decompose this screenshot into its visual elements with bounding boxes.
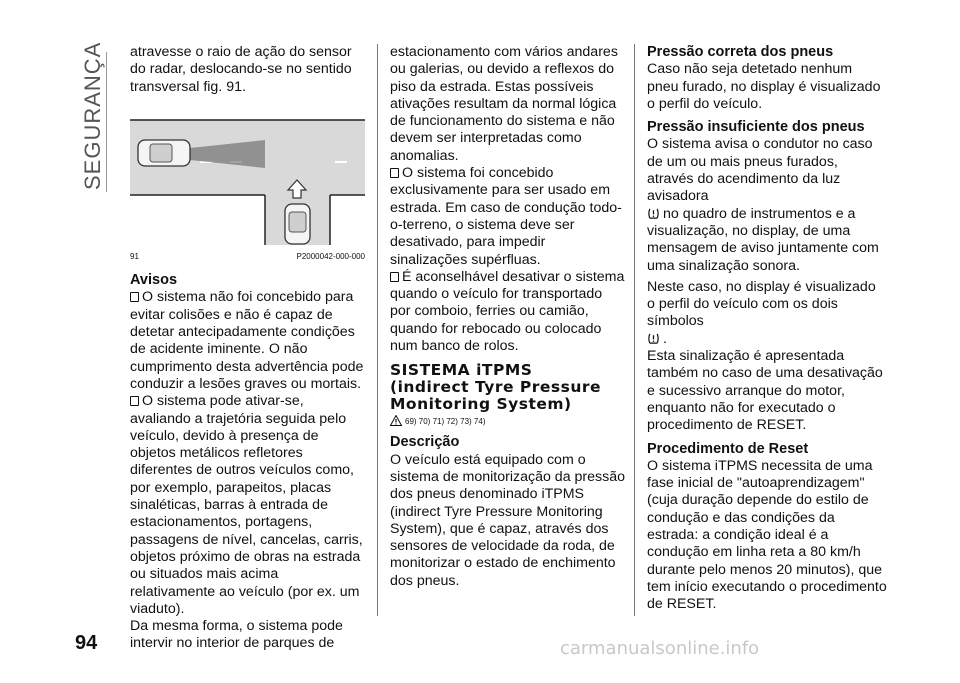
- pressao-insuficiente-paragraph: O sistema avisa o condutor no caso de um ou mais pneus furados, através do acendimento da luz avisadora no quadro de instrumentos e a visualização, no display, de uma mensagem de aviso juntamente com uma sinalização sonora.: [647, 136, 879, 274]
- descricao-heading: Descrição: [390, 434, 460, 451]
- reset-paragraph: O sistema iTPMS necessita de uma fase inicial de "autoaprendizagem" (cuja duração depende do estilo de condução e das condições da estrada: a condição ideal é a condução em linha reta a 80 km/h durante pelo menos 20 minutos), que tem início executando o procedimento de RESET.: [647, 457, 887, 613]
- figure-caption: [130, 252, 365, 262]
- radar-crossing-figure: [130, 100, 365, 245]
- paragraph-continued: estacionamento com vários andares ou galerias, ou devido a reflexos do piso da estrada. Estas possíveis ativações resultam da normal lógica de funcionamento do sistema e não devem ser interpretadas como anomalias.: [390, 44, 618, 164]
- page-number: 94: [75, 632, 98, 654]
- figure-number: 91: [130, 252, 139, 262]
- book-icon: [130, 396, 139, 406]
- column-divider: [634, 44, 635, 616]
- pressao-correta-paragraph: Caso não seja detetado nenhum pneu furado, no display é visualizado o perfil do veículo.: [647, 61, 881, 112]
- watermark: carmanualsonline.info: [560, 638, 760, 659]
- intro-paragraph: atravesse o raio de ação do sensor do radar, deslocando-se no sentido transversal fig. 91.: [130, 44, 352, 95]
- pressao-correta-heading: Pressão correta dos pneus: [647, 44, 834, 60]
- aviso-4: É aconselhável desativar o sistema quando o veículo for transportado por comboio, ferries ou camião, quando for rebocado ou colocado num banco de rolos.: [390, 268, 625, 355]
- book-icon: [130, 292, 139, 302]
- avisos-heading: Avisos: [130, 272, 178, 289]
- reset-heading: Procedimento de Reset: [647, 440, 809, 457]
- section-title: SEGURANÇA: [80, 41, 105, 190]
- column-3: [647, 44, 887, 614]
- section-title-rule: [106, 52, 107, 192]
- tyre-pressure-warning-icon: [647, 207, 660, 220]
- aviso-1: O sistema não foi concebido para evitar colisões e não é capaz de detetar antecipadamente condições de acidente iminente. O não cumprimento desta advertência pode conduzir a lesões graves ou mortais.: [130, 289, 364, 392]
- sinalizacao-paragraph: Esta sinalização é apresentada também no caso de uma desativação e sucessivo arranque do motor, enquanto não for executado o procedimento de RESET.: [647, 348, 883, 434]
- descricao-paragraph: O veículo está equipado com o sistema de monitorização da pressão dos pneus denominado iTPMS (indirect Tyre Pressure Monitoring System), que é capaz, através dos sensores de velocidade da roda, de monitorizar o estado de enchimento dos pneus.: [390, 451, 626, 589]
- aviso-2: O sistema pode ativar-se, avaliando a trajetória seguida pelo veículo, devido à presença de objetos metálicos refletores diferentes de outros veículos como, por exemplo, parapeitos, placas sinaléticas, barras à entrada de estacionamentos, portagens, passagens de nível, cancelas, carris, objetos próximo de obras na estrada ou situados mais acima relativamente ao veículo (por ex. um viaduto).: [130, 393, 363, 617]
- book-icon: [390, 168, 399, 178]
- itpms-heading: SISTEMA iTPMS (indirect Tyre Pressure Monitoring System): [390, 361, 602, 414]
- column-divider: [377, 44, 378, 616]
- aviso-3: O sistema foi concebido exclusivamente para ser usado em estrada. Em caso de condução todo-o-terreno, o sistema deve ser desativado, para impedir sinalizações supérfluas.: [390, 165, 622, 268]
- book-icon: [390, 272, 399, 282]
- column-2: [390, 44, 625, 590]
- warning-triangle-icon: [390, 415, 402, 426]
- tyre-pressure-warning-icon: [647, 332, 660, 345]
- perfil-paragraph: Neste caso, no display é visualizado o perfil do veículo com os dois símbolos .: [647, 278, 876, 347]
- paragraph-parking: Da mesma forma, o sistema pode intervir no interior de parques de: [130, 618, 343, 652]
- figure-code: P2000042-000-000: [296, 252, 365, 262]
- warning-references: 69) 70) 71) 72) 73) 74): [390, 415, 625, 428]
- pressao-insuficiente-heading: Pressão insuficiente dos pneus: [647, 119, 865, 136]
- column-1: [130, 44, 365, 653]
